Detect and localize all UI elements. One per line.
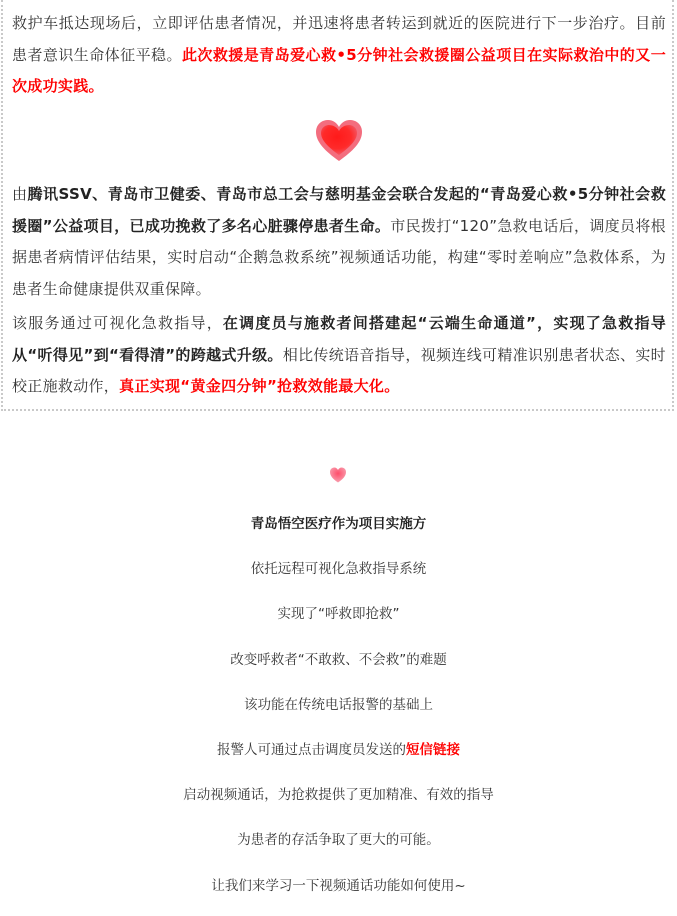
center-line: 改变呼救者“不敢救、不会救”的难题: [230, 652, 447, 668]
bold-text: 在调度员与施救者间搭建起“云端生命通道”，实现了急救指导从“听得见”到“看得清”的跨越式升级。: [12, 314, 666, 364]
heart-icon: [329, 466, 347, 484]
paragraph-text: 该服务通过可视化急救指导，: [12, 314, 223, 332]
center-line: 为患者的存活争取了更大的可能。: [237, 832, 440, 848]
center-line: 实现了“呼救即抢救”: [277, 606, 400, 622]
paragraph-text: 救护车抵达现场后，立即评估患者情况，并迅速将患者转运到就近的医院进行下一步治疗。目前患者意识生命体征平稳。: [12, 14, 666, 64]
paragraph-service: [12, 308, 666, 403]
paragraph-text: 由: [12, 185, 28, 203]
center-line-text: 报警人可通过点击调度员发送的: [217, 742, 406, 758]
paragraph-text: 市民拨打“120”急救电话后，调度员将根据患者病情评估结果，实时启动“企鹅急救系统”视频通话功能，构建“零时差响应”急救体系，为患者生命健康提供双重保障。: [12, 216, 666, 298]
bold-text: 腾讯SSV、青岛市卫健委、青岛市总工会与慈明基金会联合发起的“青岛爱心救•5分钟社会救援圈”公益项目，已成功挽救了多名心脏骤停患者生命。: [12, 185, 666, 235]
highlight-text: 此次救援是青岛爱心救•5分钟社会救援圈公益项目在实际救治中的又一次成功实践。: [12, 45, 666, 95]
paragraph-rescue-result: [12, 8, 666, 103]
center-line: 依托远程可视化急救指导系统: [250, 561, 427, 577]
center-line-title: 青岛悟空医疗作为项目实施方: [250, 516, 427, 532]
center-line: 让我们来学习一下视频通话功能如何使用~: [211, 878, 466, 894]
center-line: 该功能在传统电话报警的基础上: [244, 697, 433, 713]
sms-link-text: 短信链接: [406, 742, 460, 758]
highlight-text: 真正实现“黄金四分钟”抢救效能最大化。: [119, 377, 400, 395]
paragraph-text: 相比传统语音指导，视频连线可精准识别患者状态、实时校正施救动作，: [12, 345, 666, 395]
center-line: 启动视频通话，为抢救提供了更加精准、有效的指导: [183, 787, 494, 803]
center-line: [0, 740, 677, 760]
heart-icon: [315, 119, 363, 163]
paragraph-project-intro: [12, 179, 666, 305]
